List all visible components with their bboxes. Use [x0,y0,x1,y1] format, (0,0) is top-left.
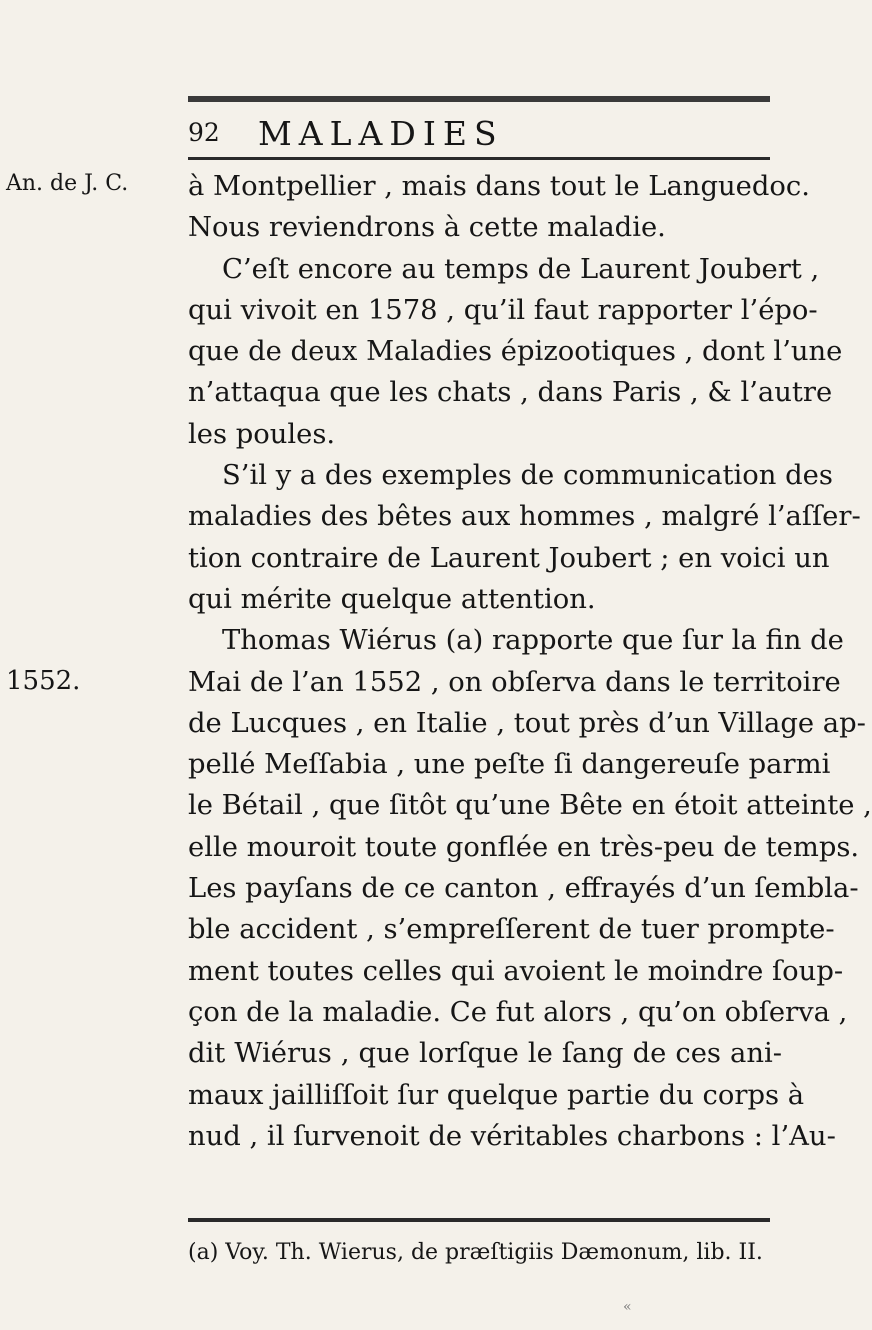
text-line: çon de la maladie. Ce fut alors , qu’on obſerva , [188,996,848,1028]
body-text [188,166,872,1157]
text-line: nud , il ſurvenoit de véritables charbons : l’Au- [188,1120,836,1152]
text-line: n’attaqua que les chats , dans Paris , & l’autre [188,377,833,409]
text-line: elle mouroit toute gonflée en très-peu de temps. [188,831,860,863]
text-line: Mai de l’an 1552 , on obſerva dans le territoire [188,666,841,698]
text-line: maladies des bêtes aux hommes , malgré l’aſſer- [188,501,861,533]
text-line: ment toutes celles qui avoient le moindre ſoup- [188,955,844,987]
text-line: dit Wiérus , que lorſque le ſang de ces ani- [188,1038,782,1070]
footnote: (a) Voy. Th. Wierus, de præſtigiis Dæmonum, lib. II. [188,1240,763,1265]
text-line: qui vivoit en 1578 , qu’il faut rapporter l’épo- [188,294,818,326]
margin-note-year: 1552. [6,666,81,696]
text-line: à Montpellier , mais dans tout le Languedoc. [188,171,810,202]
text-line: ble accident , s’empreſſerent de tuer prompte- [188,914,835,946]
text-line: pellé Meſſabia , une peſte ſi dangereuſe parmi [188,749,831,781]
text-line: Thomas Wiérus (a) rapporte que ſur la fin de [222,625,844,657]
footnote-rule [188,1218,770,1222]
text-line: maux jailliſſoit ſur quelque partie du corps à [188,1079,805,1111]
margin-note-era: An. de J. C. [6,171,129,196]
text-line: le Bétail , que ſitôt qu’une Bête en étoit atteinte , [188,790,872,822]
text-line: que de deux Maladies épizootiques , dont l’une [188,336,843,368]
running-head: MALADIES [258,114,504,153]
text-line: Nous reviendrons à cette maladie. [188,212,666,244]
header-rule [188,157,770,160]
text-line: C’eſt encore au temps de Laurent Joubert , [222,253,820,285]
text-line: qui mérite quelque attention. [188,583,596,615]
page-number: 92 [188,118,220,147]
top-rule [188,96,770,102]
text-line: les poules. [188,418,336,450]
text-line: de Lucques , en Italie , tout près d’un Village ap- [188,707,866,739]
text-line: tion contraire de Laurent Joubert ; en voici un [188,542,830,574]
text-line: Les payſans de ce canton , effrayés d’un ſembla- [188,873,859,905]
text-line: S’il y a des exemples de communication des [222,460,833,492]
catchmark: « [623,1299,632,1315]
